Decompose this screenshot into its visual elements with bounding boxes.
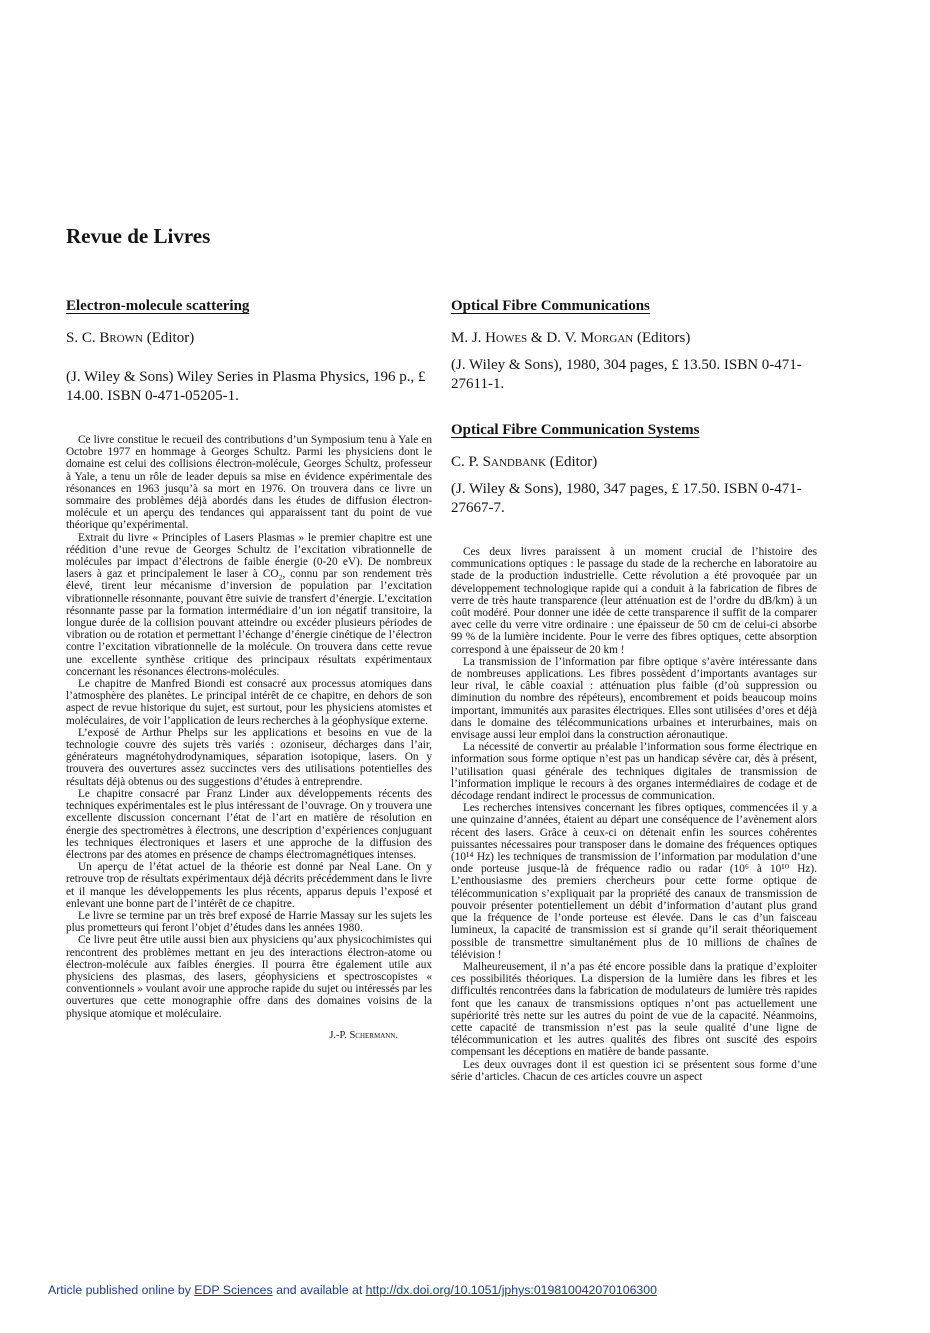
paragraph: Le chapitre de Manfred Biondi est consacré aux processus atomiques dans l’atmosphère des planètes. Le principal intérêt de ce chapitre, en dehors de son aspect de revue historique du sujet, est surtout, pour les physiciens atomistes et moléculaires, de voir l’application de leurs recherches à la géophysique externe. xyxy=(66,678,432,727)
paragraph: La nécessité de convertir au préalable l’information sous forme électrique en information sous forme optique n’est pas un handicap sévère car, dès à présent, l’utilisation quasi générale des techniques digitales de transmission de l’information implique le recours à des organes intermédiaires de codage et de décodage rendant indirect le processus de communication. xyxy=(451,741,817,803)
footer-middle: and available at xyxy=(272,1283,366,1297)
reviewer-signature: J.-P. Schermann. xyxy=(329,1029,398,1041)
review-optical-fibre xyxy=(451,298,817,1083)
paragraph: Les deux ouvrages dont il est question ici se présentent sous forme d’une série d’articles. Chacun de ces articles couvre un aspect xyxy=(451,1058,817,1083)
review-text xyxy=(66,434,432,1020)
paragraph: Ces deux livres paraissent à un moment crucial de l’histoire des communications optiques : le passage du stade de la recherche en laboratoire au stade de la production industrielle. Cette révolution a été provoquée par un développement technologique rapide qui a conduit à la fabrication de fibres de verre de très haute transparence (leur atténuation est de l’ordre du dB/km) à un coût modéré. Pour donner une idée de cette transparence il suffit de la comparer avec celle du verre vitre ordinaire : une épaisseur de 50 cm de celui-ci absorbe 99 % de la lumière incidente. Pour le verre des fibres optiques, cette absorption correspond à une épaisseur de 20 km ! xyxy=(451,546,817,656)
book-publisher: (J. Wiley & Sons), 1980, 347 pages, £ 17.50. ISBN 0-471-27667-7. xyxy=(451,481,802,516)
doi-link[interactable]: http://dx.doi.org/10.1051/jphys:019810042070106300 xyxy=(365,1283,657,1297)
book-author xyxy=(66,329,432,348)
book-title: Electron-molecule scattering xyxy=(66,298,250,314)
paragraph: Le chapitre consacré par Franz Linder aux développements récents des techniques expérimentales est le plus intéressant de l’ouvrage. On y trouvera une excellente discussion concernant l’état de l’art en matière de résolution en énergie des spectromètres à électrons, une description d’expériences conjuguant les techniques électroniques et lasers et une approche de la diffusion des électrons par des atomes en présence de champs électromagnétiques intenses. xyxy=(66,787,432,861)
book-title: Optical Fibre Communications xyxy=(451,298,650,314)
author-role: (Editor) xyxy=(546,454,598,470)
paragraph: Malheureusement, il n’a pas été encore possible dans la pratique d’exploiter ces possibilités théoriques. La dispersion de la lumière dans les fibres et les difficultés rencontrées dans la fabrication de modulateurs de lumière très rapides font que les canaux de transmissions optiques n’ont pas actuellement une supériorité très nette sur les autres du point de vue de la capacité. Néanmoins, cette capacité de transmission n’est pas la seule qualité d’une ligne de télécommunication et les autres qualités des fibres ont suscité des espoirs compensant les déceptions en matière de bande passante. xyxy=(451,960,817,1059)
paragraph: Ce livre peut être utile aussi bien aux physiciens qu’aux physicochimistes qui rencontrent des problèmes mettant en jeu des interactions électron-atome ou électron-molécule aux faibles énergies. Il pourra être également utile aux physiciens des plasmas, des lasers, géophysiciens et spectroscopistes « conventionnels » voulant avoir une approche rapide du sujet ou intéressés par les ouvertures que cette monographie offre dans des domaines voisins de la physique atomique et moléculaire. xyxy=(66,934,432,1020)
author-role: (Editor) xyxy=(142,330,195,346)
paragraph: Les recherches intensives concernant les fibres optiques, commencées il y a une quinzaine d’années, étaient au départ une conséquence de l’avènement alors récent des lasers. Grâce à ceux-ci on détenait enfin les sources cohérentes puissantes nécessaires pour transposer dans le domaine des fréquences optiques (10¹⁴ Hz) les techniques de transmission de l’information par modulation d’une onde porteuse jusque-là de fréquence radio ou radar (10⁶ à 10¹⁰ Hz). L’enthousiasme des premiers chercheurs pour cette forme optique de télécommunication s’expliquait par la propriété des canaux de transmission de pouvoir présenter potentiellement un débit d’information d’autant plus grand que la fréquence de l’onde porteuse est élevée. Dans le cas d’un faisceau lumineux, la capacité de transmission est si grande qu’il serait théoriquement possible de transmettre simultanément plus de 10 millions de chaînes de télévision ! xyxy=(451,802,817,961)
book-author xyxy=(451,329,817,348)
edp-sciences-link[interactable]: EDP Sciences xyxy=(194,1283,273,1297)
footer-prefix: Article published online by xyxy=(48,1283,195,1297)
author-role: (Editors) xyxy=(633,330,691,346)
book-publisher: (J. Wiley & Sons) Wiley Series in Plasma Physics, 196 p., £ 14.00. ISBN 0-471-05205-1. xyxy=(66,369,426,404)
paragraph: La transmission de l’information par fibre optique s’avère intéressante dans de nombreuses applications. Les fibres possèdent d’importants avantages sur leur rival, le câble coaxial : atténuation plus faible (d’où suppression ou diminution du nombre des répéteurs), encombrement et poids beaucoup moins important, immunités aux parasites électriques. Elles sont utilisées d’ores et déjà dans le domaine des télécommunications urbaines et interurbaines, mais on envisage aussi leur emploi dans la construction aéronautique. xyxy=(451,655,817,742)
review-electron-molecule xyxy=(66,298,432,1041)
review-text xyxy=(451,546,817,1083)
paragraph: Le livre se termine par un très bref exposé de Harrie Massay sur les sujets les plus prometteurs qui feront l’objet d’études dans les années 1980. xyxy=(66,909,432,935)
publication-footer xyxy=(48,1283,657,1297)
book-title: Optical Fibre Communication Systems xyxy=(451,422,700,438)
paragraph: Un aperçu de l’état actuel de la théorie est donné par Neal Lane. On y retrouve trop de résultats expérimentaux déjà décrits précédemment dans le livre et il manque les développements les plus récents, apparus depuis l’exposé et enlevant une bonne part de l’intérêt de ce chapitre. xyxy=(66,861,432,910)
page-title: Revue de Livres xyxy=(66,224,211,248)
author-name: S. C. Brown xyxy=(66,330,143,346)
paragraph: L’exposé de Arthur Phelps sur les applications et besoins en vue de la technologie couvre des sujets très variés : ozoniseur, décharges dans l’air, générateurs magnétohydrodynamiques, séparation isotopique, lasers. On y trouvera des ouvertures assez succinctes vers des utilisations potentielles des résultats déjà obtenus ou des suggestions d’études à entreprendre. xyxy=(66,726,432,788)
paragraph: Extrait du livre « Principles of Lasers Plasmas » le premier chapitre est une réédition d’une revue de Georges Schultz de l’excitation vibrationnelle de molécules par impact d’électrons de faible énergie (0-20 eV). De nombreux lasers à gaz et principalement le laser à CO₂, connu par son rendement très élevé, tirent leur mécanisme d’inversion de population par l’excitation vibrationnelle résonnante, pouvant être suivie de transfert d’énergie. L’excitation résonnante passe par la formation intermédiaire d’un ion négatif transitoire, la longue durée de la collision pouvant atteindre ou excéder plusieurs périodes de vibration ou de rotation et permettant l’échange d’énergie cinétique de l’électron contre l’excitation vibrationnelle de la molécule. On trouvera dans cette revue une excellente synthèse critique des principaux résultats expérimentaux concernant les résonances électrons-molécules. xyxy=(66,531,432,678)
book-author xyxy=(451,453,817,472)
book-publisher: (J. Wiley & Sons), 1980, 304 pages, £ 13.50. ISBN 0-471-27611-1. xyxy=(451,357,802,392)
paragraph: Ce livre constitue le recueil des contributions d’un Symposium tenu à Yale en Octobre 1977 en hommage à Georges Schultz. Parmi les physiciens dont le domaine est celui des collisions électron-molécule, Georges Schultz, professeur à Yale, a tenu un rôle de leader depuis sa mise en évidence expérimentale des résonances en 1963 jusqu’à sa mort en 1976. On trouvera dans ce livre un sommaire des problèmes déjà abordés dans les études de diffusion électron-molécule et un aperçu des tendances qui apparaissent tant du point de vue théorique qu’expérimental. xyxy=(66,434,432,532)
author-name: C. P. Sandbank xyxy=(451,454,547,470)
author-name: M. J. Howes & D. V. Morgan xyxy=(451,330,634,346)
